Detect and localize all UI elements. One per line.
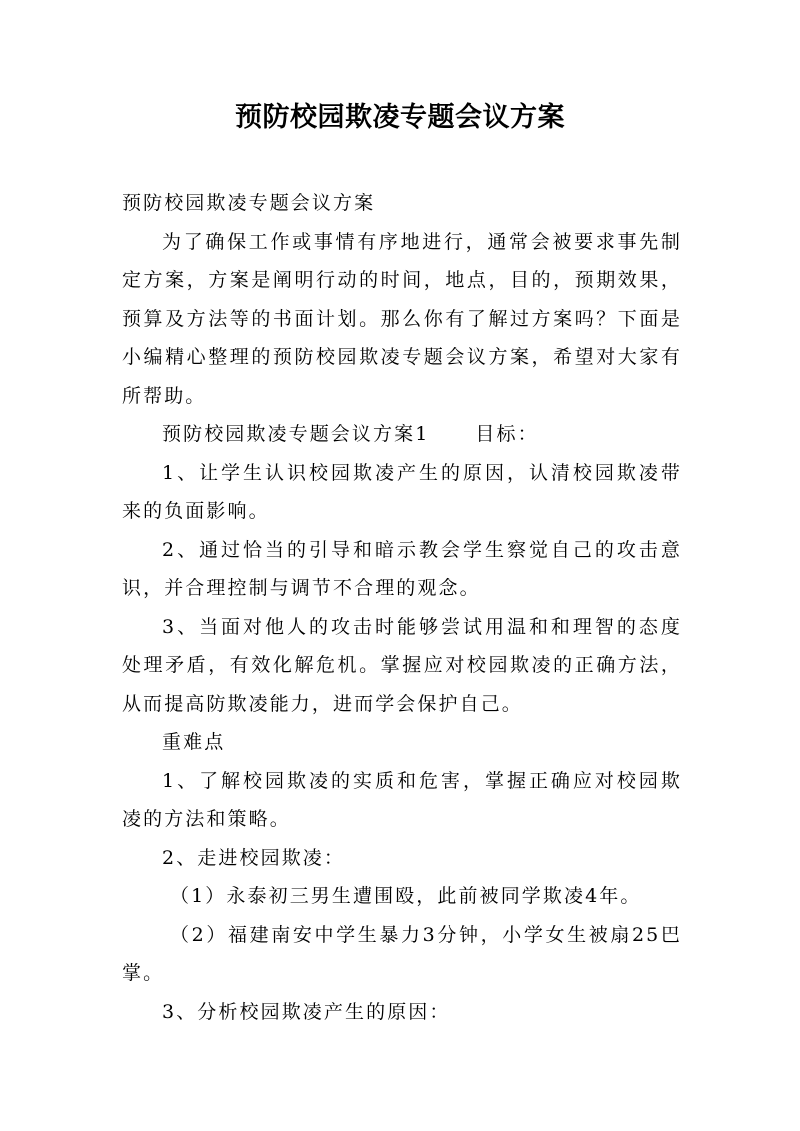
paragraph-line: 1、让学生认识校园欺凌产生的原因，认清校园欺凌带 bbox=[162, 461, 682, 484]
paragraph-line: 为了确保工作或事情有序地进行，通常会被要求事先制 bbox=[162, 230, 682, 253]
paragraph-line: （2）福建南安中学生暴力3分钟，小学女生被扇25巴 bbox=[170, 923, 682, 946]
paragraph-line: 小编精心整理的预防校园欺凌专题会议方案，希望对大家有 bbox=[122, 346, 682, 368]
paragraph-line: 掌。 bbox=[122, 962, 165, 984]
paragraph-line: 预算及方法等的书面计划。那么你有了解过方案吗？下面是 bbox=[122, 307, 682, 330]
paragraph-line: 所帮助。 bbox=[122, 384, 207, 407]
paragraph-line: 处理矛盾，有效化解危机。掌握应对校园欺凌的正确方法， bbox=[122, 654, 682, 676]
document-body bbox=[122, 184, 682, 1031]
subtitle-line: 预防校园欺凌专题会议方案 bbox=[122, 192, 376, 214]
paragraph-line: 1、了解校园欺凌的实质和危害，掌握正确应对校园欺 bbox=[162, 769, 682, 792]
paragraph-line: 来的负面影响。 bbox=[122, 500, 270, 522]
paragraph-line: 3、分析校园欺凌产生的原因： bbox=[162, 1000, 451, 1023]
paragraph-line: （1）永泰初三男生遭围殴，此前被同学欺凌4年。 bbox=[170, 885, 642, 907]
section-heading-line: 重难点 bbox=[162, 731, 226, 753]
paragraph-line: 2、走进校园欺凌： bbox=[162, 846, 345, 869]
paragraph-line: 识，并合理控制与调节不合理的观念。 bbox=[122, 577, 481, 599]
paragraph-line: 凌的方法和策略。 bbox=[122, 808, 291, 830]
section-heading: 预防校园欺凌专题会议方案1 bbox=[162, 423, 430, 445]
paragraph-line: 3、当面对他人的攻击时能够尝试用温和和理智的态度 bbox=[162, 615, 682, 638]
paragraph-line: 2、通过恰当的引导和暗示教会学生察觉自己的攻击意 bbox=[162, 538, 682, 561]
document-title: 预防校园欺凌专题会议方案 bbox=[235, 102, 565, 133]
paragraph-line: 从而提高防欺凌能力，进而学会保护自己。 bbox=[122, 692, 523, 715]
goal-label: 目标： bbox=[475, 423, 539, 445]
paragraph-line: 定方案，方案是阐明行动的时间，地点，目的，预期效果， bbox=[122, 269, 682, 291]
section-heading-line bbox=[122, 415, 682, 454]
